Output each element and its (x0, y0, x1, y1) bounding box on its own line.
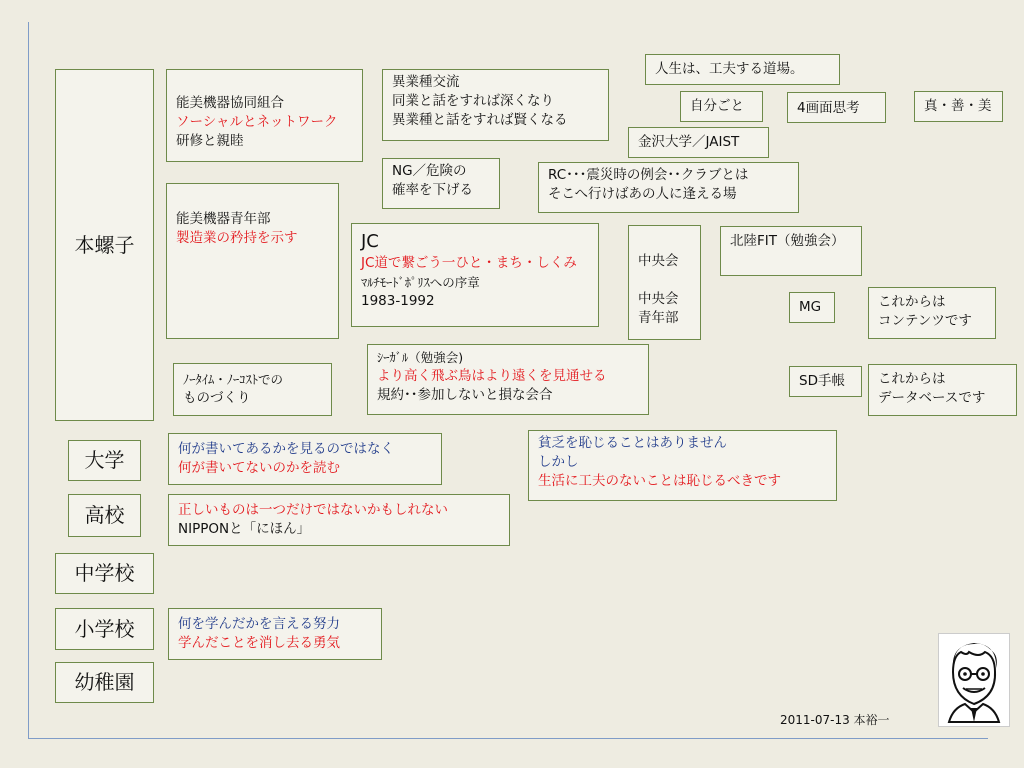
box-kanazawa: 金沢大学／JAIST (628, 127, 769, 158)
level-shougakkou: 小学校 (55, 608, 154, 650)
box-sd: SD手帳 (789, 366, 862, 397)
box-shinzenbi: 真・善・美 (914, 91, 1003, 122)
box-daigaku-msg: 何が書いてあるかを見るのではなく 何が書いてないのかを読む (168, 433, 442, 485)
box-rc: RC･･･震災時の例会･･クラブとは そこへ行けばあの人に逢える場 (538, 162, 799, 213)
frame-left-line (28, 22, 29, 738)
box-hinkon: 貧乏を恥じることはありません しかし 生活に工夫のないことは恥じるべきです (528, 430, 837, 501)
box-shougaku-msg: 何を学んだかを言える努力 学んだことを消し去る勇気 (168, 608, 382, 660)
box-nobi-seinen: 能美機器青年部 製造業の矜持を示す (166, 183, 339, 339)
author-portrait (938, 633, 1010, 727)
box-yongamen: 4画面思考 (787, 92, 886, 123)
box-seagull: ｼｰｶﾞﾙ（勉強会) より高く飛ぶ鳥はより遠くを見通せる 規約･･参加しないと損な会合 (367, 344, 649, 415)
footer-date-author: 2011-07-13 本裕一 (780, 713, 890, 727)
box-mg: MG (789, 292, 835, 323)
box-notime: ﾉｰﾀｲﾑ・ﾉｰｺｽﾄでの ものづくり (173, 363, 332, 416)
box-igyoushu: 異業種交流 同業と話をすれば深くなり 異業種と話をすれば賢くなる (382, 69, 609, 141)
level-daigaku: 大学 (68, 440, 141, 481)
box-ng: NG／危険の 確率を下げる (382, 158, 500, 209)
box-contents: これからは コンテンツです (868, 287, 996, 339)
box-database: これからは データベースです (868, 364, 1017, 416)
frame-bottom-line (28, 738, 988, 739)
level-chugakkou: 中学校 (55, 553, 154, 594)
box-koukou-msg: 正しいものは一つだけではないかもしれない NIPPONと「にほん」 (168, 494, 510, 546)
box-nobi-kumiai: 能美機器協同組合 ソーシャルとネットワーク 研修と親睦 (166, 69, 363, 162)
box-jibungoto: 自分ごと (680, 91, 763, 122)
box-hokuriku: 北陸FIT（勉強会） (720, 226, 862, 276)
level-youchien: 幼稚園 (55, 662, 154, 703)
level-honraji: 本螺子 (55, 69, 154, 421)
level-koukou: 高校 (68, 494, 141, 537)
box-jinsei: 人生は、工夫する道場。 (645, 54, 840, 85)
box-chuuoukai: 中央会 中央会 青年部 (628, 225, 701, 340)
box-jc: JC JC道で繋ごう一ひと・まち・しくみ ﾏﾙﾁﾓｰﾄﾞﾎﾟﾘｽへの序章 1983-1992 (351, 223, 599, 327)
